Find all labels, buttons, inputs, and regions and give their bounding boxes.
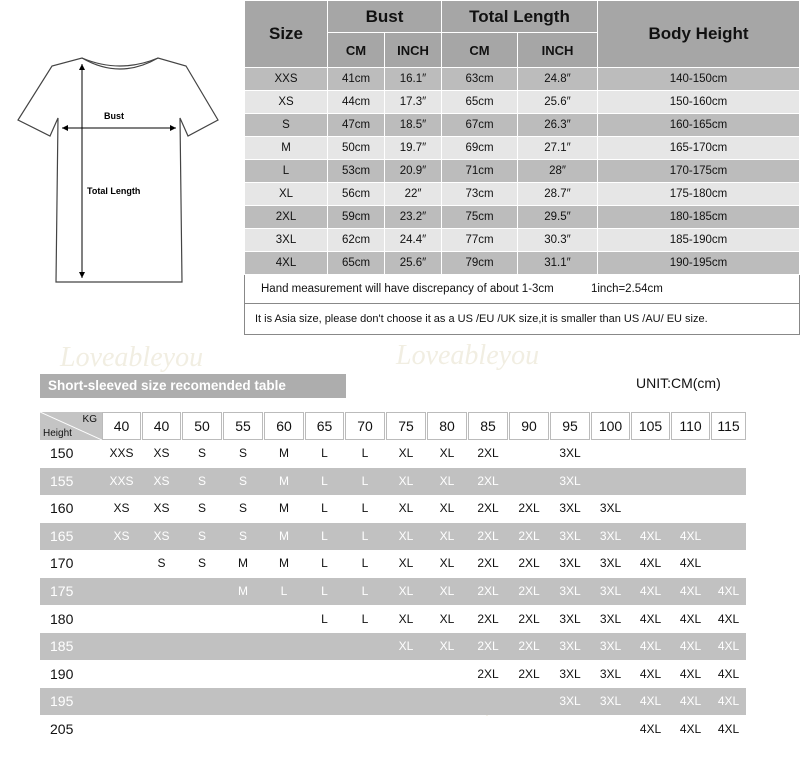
height-cell: 190	[50, 665, 74, 682]
size-recommend-cell: 2XL	[477, 473, 499, 488]
bust-cm-header: CM	[328, 33, 385, 68]
weight-header-cell: 60	[264, 412, 304, 440]
bust-cm-cell: 62cm	[328, 229, 385, 252]
size-recommend-cell: L	[321, 556, 328, 571]
size-recommend-cell: XL	[398, 528, 414, 543]
length-cm-cell: 77cm	[442, 229, 518, 252]
size-recommend-cell: 4XL	[639, 528, 662, 543]
size-recommend-cell: 3XL	[599, 639, 622, 654]
size-recommend-cell: XL	[398, 473, 414, 488]
size-recommend-cell: M	[279, 501, 289, 516]
weight-header-cell: 80	[427, 412, 467, 440]
height-row	[40, 633, 746, 660]
size-recommend-cell: XL	[439, 446, 455, 460]
length-cm-cell: 67cm	[442, 114, 518, 137]
length-inch-cell: 26.3″	[518, 114, 598, 137]
inch-conversion: 1inch=2.54cm	[590, 283, 663, 295]
body-height-cell: 180-185cm	[598, 206, 800, 229]
size-recommend-cell: XS	[153, 528, 170, 543]
size-row	[245, 160, 800, 183]
size-recommend-cell: XL	[439, 556, 455, 571]
size-recommend-cell: XL	[398, 501, 414, 516]
size-row	[245, 68, 800, 91]
height-cell: 175	[50, 583, 74, 599]
size-recommend-cell: S	[197, 501, 206, 516]
length-inch-cell: 24.8″	[518, 68, 598, 91]
height-label: Height	[43, 428, 72, 439]
body-height-cell: 140-150cm	[598, 68, 800, 91]
size-recommend-cell: XL	[439, 584, 455, 598]
size-recommend-cell: L	[321, 528, 328, 543]
bust-label: Bust	[104, 111, 124, 121]
size-recommend-cell: 4XL	[717, 722, 740, 736]
body-height-cell: 165-170cm	[598, 137, 800, 160]
size-recommend-cell: S	[197, 446, 206, 460]
weight-header-cell: 95	[550, 412, 590, 440]
length-cm-cell: 63cm	[442, 68, 518, 91]
size-recommend-cell: 4XL	[679, 639, 702, 654]
size-cell: XS	[245, 91, 328, 114]
size-row	[245, 229, 800, 252]
size-recommend-cell: L	[361, 446, 369, 460]
height-row	[40, 550, 746, 577]
size-recommend-cell: 3XL	[599, 556, 622, 571]
size-recommend-cell: 4XL	[679, 694, 702, 709]
asia-size-note: It is Asia size, please don't choose it as a US /EU /UK size,it is smaller than US /AU/ EU size.	[245, 304, 800, 335]
size-recommend-cell: 3XL	[599, 501, 622, 516]
size-recommend-cell: S	[238, 528, 247, 543]
size-recommend-cell: L	[361, 556, 369, 571]
size-recommend-cell: S	[238, 446, 247, 460]
asia-size-note-row	[245, 304, 800, 335]
size-recommend-cell: XL	[398, 584, 414, 598]
size-recommend-cell: XL	[398, 611, 414, 626]
length-label: Total Length	[87, 186, 141, 196]
body-height-cell: 150-160cm	[598, 91, 800, 114]
size-recommend-cell: 3XL	[599, 666, 622, 681]
measurement-note	[245, 275, 800, 304]
size-cell: 2XL	[245, 206, 328, 229]
size-row	[245, 137, 800, 160]
height-row	[40, 578, 746, 605]
bust-inch-cell: 24.4″	[385, 229, 442, 252]
size-recommend-cell: L	[321, 446, 328, 460]
weight-header-cell: 100	[591, 412, 630, 440]
weight-header-cell: 75	[386, 412, 426, 440]
size-recommend-cell: 2XL	[518, 639, 540, 654]
size-recommend-cell: 2XL	[477, 639, 499, 654]
bust-cm-cell: 53cm	[328, 160, 385, 183]
weight-header-cell: 85	[468, 412, 508, 440]
size-recommend-cell: 2XL	[518, 611, 540, 626]
recommend-table-title: Short-sleeved size recomended table	[40, 374, 346, 398]
size-recommend-cell: 2XL	[477, 611, 499, 626]
height-row	[40, 606, 746, 633]
length-inch-cell: 28″	[518, 160, 598, 183]
size-recommend-cell: XS	[153, 473, 170, 488]
length-cm-cell: 75cm	[442, 206, 518, 229]
size-recommend-cell: 4XL	[679, 666, 702, 681]
size-recommend-cell: 4XL	[639, 694, 662, 709]
size-recommend-cell: 4XL	[639, 584, 662, 598]
size-recommend-cell: XS	[153, 446, 170, 460]
size-recommend-cell: 2XL	[477, 446, 499, 460]
size-recommend-cell: 3XL	[599, 528, 622, 543]
size-recommend-cell: M	[279, 446, 289, 460]
weight-header-cell: 105	[631, 412, 670, 440]
size-recommend-cell: XL	[439, 639, 455, 654]
weight-header-cell: 70	[345, 412, 385, 440]
length-cm-cell: 73cm	[442, 183, 518, 206]
size-recommend-cell: 2XL	[477, 584, 499, 598]
size-cell: XL	[245, 183, 328, 206]
unit-label: UNIT:CM(cm)	[636, 375, 721, 391]
size-recommend-cell: 4XL	[717, 639, 740, 654]
bust-cm-cell: 47cm	[328, 114, 385, 137]
tshirt-outline	[18, 58, 218, 282]
height-row	[40, 716, 746, 743]
size-recommend-cell: 2XL	[518, 584, 540, 598]
size-recommend-cell: L	[321, 584, 328, 598]
size-recommend-cell: 3XL	[599, 584, 622, 598]
size-recommend-cell: L	[361, 584, 369, 598]
watermark: Loveableyou	[60, 342, 204, 373]
size-recommend-cell: XS	[153, 501, 170, 516]
size-recommend-cell: 2XL	[518, 528, 540, 543]
size-recommend-cell: 2XL	[518, 501, 540, 516]
size-recommend-cell: 3XL	[559, 694, 581, 709]
bust-cm-cell: 59cm	[328, 206, 385, 229]
measurement-note-text: Hand measurement will have discrepancy of about 1-3cm	[261, 283, 554, 295]
length-inch-cell: 28.7″	[518, 183, 598, 206]
height-cell: 195	[50, 693, 74, 710]
length-cm-cell: 79cm	[442, 252, 518, 275]
size-recommend-cell: M	[279, 556, 289, 571]
size-recommend-cell: 4XL	[679, 556, 702, 571]
length-inch-cell: 25.6″	[518, 91, 598, 114]
size-recommend-cell: 2XL	[477, 666, 499, 681]
weight-header-cell: 90	[509, 412, 549, 440]
size-recommend-cell: 2XL	[477, 501, 499, 516]
size-recommend-cell: 3XL	[559, 473, 581, 488]
bust-inch-cell: 25.6″	[385, 252, 442, 275]
size-recommend-cell: S	[197, 528, 206, 543]
size-recommend-cell: 2XL	[518, 666, 540, 681]
size-recommend-cell: XL	[439, 473, 455, 488]
bust-cm-cell: 50cm	[328, 137, 385, 160]
weight-header-cell: 40	[142, 412, 181, 440]
height-row	[40, 468, 746, 495]
size-recommend-cell: XS	[113, 501, 130, 516]
size-recommend-cell: 3XL	[599, 611, 622, 626]
body-height-cell: 190-195cm	[598, 252, 800, 275]
length-cm-header: CM	[442, 33, 518, 68]
bust-inch-header: INCH	[385, 33, 442, 68]
size-row	[245, 114, 800, 137]
length-inch-cell: 27.1″	[518, 137, 598, 160]
height-row	[40, 495, 746, 522]
bust-inch-cell: 19.7″	[385, 137, 442, 160]
height-row	[40, 523, 746, 550]
size-recommend-cell: L	[361, 528, 369, 543]
size-recommend-cell: XL	[398, 639, 414, 654]
length-cm-cell: 65cm	[442, 91, 518, 114]
bust-inch-cell: 22″	[385, 183, 442, 206]
size-recommend-cell: 3XL	[559, 639, 581, 654]
size-recommend-cell: 4XL	[679, 611, 702, 626]
size-recommend-cell: S	[197, 473, 206, 488]
bust-header: Bust	[328, 1, 442, 33]
size-recommend-cell: 2XL	[477, 528, 499, 543]
length-inch-cell: 31.1″	[518, 252, 598, 275]
size-recommend-cell: 3XL	[559, 611, 581, 626]
size-recommend-cell: S	[238, 473, 247, 488]
size-recommend-cell: 3XL	[559, 501, 581, 516]
bust-cm-cell: 44cm	[328, 91, 385, 114]
total-length-header: Total Length	[442, 1, 598, 33]
length-cm-cell: 71cm	[442, 160, 518, 183]
kg-label: KG	[82, 414, 97, 425]
size-recommend-cell: XXS	[109, 446, 134, 460]
weight-header-cell: 115	[711, 412, 746, 440]
size-recommend-cell: 4XL	[639, 639, 662, 654]
size-recommend-cell: L	[321, 473, 328, 488]
size-recommend-cell: M	[279, 473, 289, 488]
size-recommend-cell: L	[321, 501, 328, 516]
body-height-cell: 160-165cm	[598, 114, 800, 137]
size-recommend-cell: XL	[398, 446, 414, 460]
weight-header-cell: 65	[305, 412, 344, 440]
size-chart-header-row	[245, 1, 800, 33]
bust-inch-cell: 16.1″	[385, 68, 442, 91]
bust-inch-cell: 18.5″	[385, 114, 442, 137]
length-inch-cell: 29.5″	[518, 206, 598, 229]
measurement-note-row	[245, 275, 800, 304]
height-cell: 170	[50, 555, 74, 572]
bust-inch-cell: 23.2″	[385, 206, 442, 229]
weight-header-cell: 55	[223, 412, 263, 440]
bust-cm-cell: 41cm	[328, 68, 385, 91]
height-cell: 160	[50, 500, 74, 517]
height-cell: 155	[50, 472, 74, 489]
size-recommend-cell: 3XL	[599, 694, 622, 709]
size-recommend-cell: L	[361, 473, 369, 488]
height-cell: 150	[50, 445, 74, 461]
size-row	[245, 91, 800, 114]
height-cell: 180	[50, 610, 74, 627]
size-row	[245, 183, 800, 206]
bust-cm-cell: 56cm	[328, 183, 385, 206]
size-recommend-cell: L	[280, 584, 288, 598]
height-cell: 185	[50, 638, 74, 655]
grid-corner	[40, 412, 102, 440]
height-cell: 165	[50, 527, 74, 544]
size-cell: XXS	[245, 68, 328, 91]
size-recommend-cell: 4XL	[639, 666, 662, 681]
size-recommend-cell: 4XL	[679, 528, 702, 543]
size-recommend-cell: M	[238, 584, 248, 598]
length-inch-cell: 30.3″	[518, 229, 598, 252]
size-cell: 3XL	[245, 229, 328, 252]
size-recommend-cell: 4XL	[639, 722, 662, 736]
size-recommend-cell: 3XL	[559, 446, 581, 460]
size-cell: L	[245, 160, 328, 183]
body-height-cell: 170-175cm	[598, 160, 800, 183]
body-height-header: Body Height	[598, 1, 800, 68]
size-cell: 4XL	[245, 252, 328, 275]
tshirt-diagram	[0, 0, 240, 330]
size-recommend-cell: 3XL	[559, 528, 581, 543]
size-recommend-cell: 4XL	[717, 584, 740, 598]
size-recommend-cell: 4XL	[679, 722, 702, 736]
height-cell: 205	[50, 721, 74, 737]
size-cell: M	[245, 137, 328, 160]
bust-inch-cell: 17.3″	[385, 91, 442, 114]
bust-cm-cell: 65cm	[328, 252, 385, 275]
size-recommend-cell: 3XL	[559, 666, 581, 681]
size-recommend-cell: 4XL	[679, 584, 702, 598]
weight-header-cell: 50	[182, 412, 222, 440]
weight-header-cell: 110	[671, 412, 710, 440]
size-recommend-cell: S	[197, 556, 206, 571]
length-inch-header: INCH	[518, 33, 598, 68]
size-recommend-cell: 4XL	[717, 666, 740, 681]
size-recommend-cell: M	[279, 528, 289, 543]
size-recommend-cell: L	[361, 611, 369, 626]
size-cell: S	[245, 114, 328, 137]
size-recommend-cell: L	[321, 611, 328, 626]
size-header: Size	[245, 1, 328, 68]
height-row	[40, 440, 746, 467]
size-recommend-cell: 4XL	[639, 556, 662, 571]
weight-header-cell: 40	[102, 412, 141, 440]
size-recommend-cell: M	[238, 556, 248, 571]
size-recommend-cell: 3XL	[559, 584, 581, 598]
height-row	[40, 688, 746, 715]
size-recommend-cell: L	[361, 501, 369, 516]
size-recommend-cell: 4XL	[639, 611, 662, 626]
size-recommend-cell: 2XL	[477, 556, 499, 571]
body-height-cell: 175-180cm	[598, 183, 800, 206]
size-recommend-cell: XS	[113, 528, 130, 543]
size-chart-table	[244, 0, 800, 335]
body-height-cell: 185-190cm	[598, 229, 800, 252]
size-recommend-cell: 4XL	[717, 694, 740, 709]
bust-inch-cell: 20.9″	[385, 160, 442, 183]
size-recommend-cell: 3XL	[559, 556, 581, 571]
size-recommend-cell: XL	[398, 556, 414, 571]
size-recommend-cell: XL	[439, 611, 455, 626]
size-row	[245, 252, 800, 275]
length-cm-cell: 69cm	[442, 137, 518, 160]
size-row	[245, 206, 800, 229]
size-recommend-cell: XXS	[109, 473, 134, 488]
size-recommend-cell: S	[157, 556, 166, 571]
size-recommend-cell: 2XL	[518, 556, 540, 571]
watermark: Loveableyou	[396, 340, 540, 371]
size-recommend-cell: 4XL	[717, 611, 740, 626]
height-row	[40, 661, 746, 688]
size-recommend-cell: XL	[439, 501, 455, 516]
size-recommend-cell: S	[238, 501, 247, 516]
size-recommend-cell: XL	[439, 528, 455, 543]
